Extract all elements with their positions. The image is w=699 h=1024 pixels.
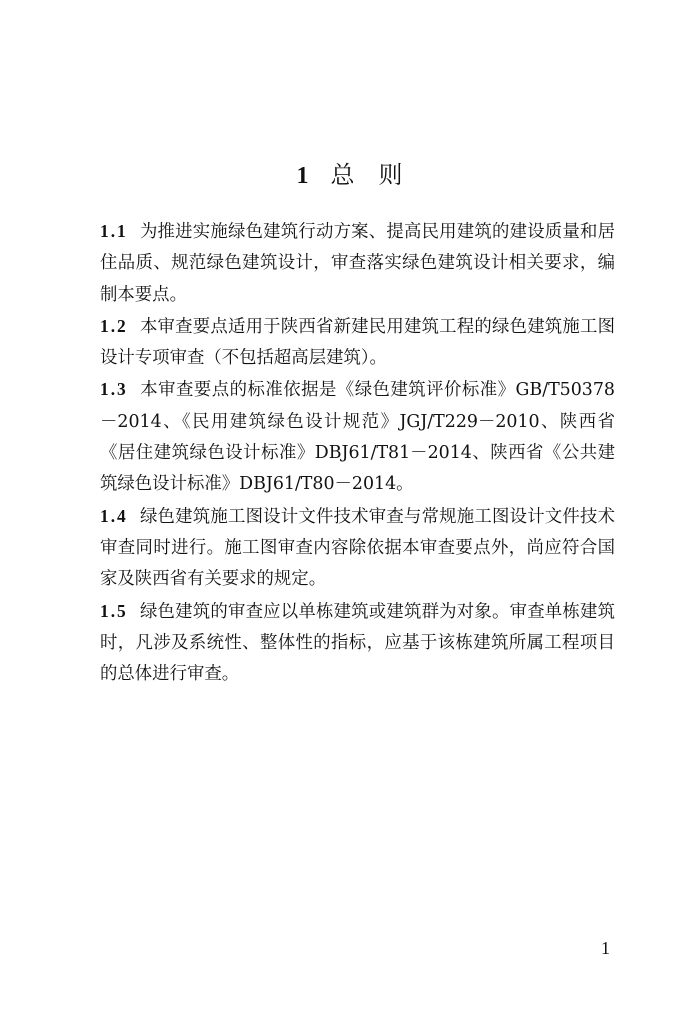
- chapter-title: [0, 158, 699, 193]
- clause-number: 1.3: [100, 379, 128, 400]
- clause-number: 1.4: [100, 505, 128, 526]
- clause-number: 1.1: [100, 221, 128, 241]
- clause-text: 本审查要点适用于陕西省新建民用建筑工程的绿色建筑施工图设计专项审查（不包括超高层建筑）。: [100, 316, 615, 369]
- page-number: 1: [601, 938, 610, 958]
- clause-text: 绿色建筑的审查应以单栋建筑或建筑群为对象。审查单栋建筑时，凡涉及系统性、整体性的指标，应基于该栋建筑所属工程项目的总体进行审查。: [100, 601, 615, 685]
- clause-number: 1.2: [100, 315, 128, 336]
- chapter-body: [100, 216, 615, 690]
- chapter-title-char-1: 总: [330, 161, 355, 189]
- clause-1-4: [100, 501, 615, 596]
- chapter-number: 1: [296, 163, 309, 189]
- clause-number: 1.5: [100, 600, 128, 621]
- clause-text: 为推进实施绿色建筑行动方案、提高民用建筑的建设质量和居住品质、规范绿色建筑设计，审查落实绿色建筑设计相关要求，编制本要点。: [100, 222, 615, 305]
- clause-1-3: [100, 374, 615, 500]
- clause-text: 本审查要点的标准依据是《绿色建筑评价标准》GB/T50378－2014、《民用建筑绿色设计规范》JGJ/T229－2010、陕西省《居住建筑绿色设计标准》DBJ61/T81－2014、陕西省《公共建筑绿色设计标准》DBJ61/T80－2014。: [100, 380, 615, 495]
- clause-1-2: [100, 311, 615, 375]
- chapter-title-char-2: 则: [378, 161, 403, 189]
- clause-1-1: [100, 216, 615, 311]
- clause-text: 绿色建筑施工图设计文件技术审查与常规施工图设计文件技术审查同时进行。施工图审查内容除依据本审查要点外，尚应符合国家及陕西省有关要求的规定。: [100, 506, 615, 590]
- clause-1-5: [100, 596, 615, 691]
